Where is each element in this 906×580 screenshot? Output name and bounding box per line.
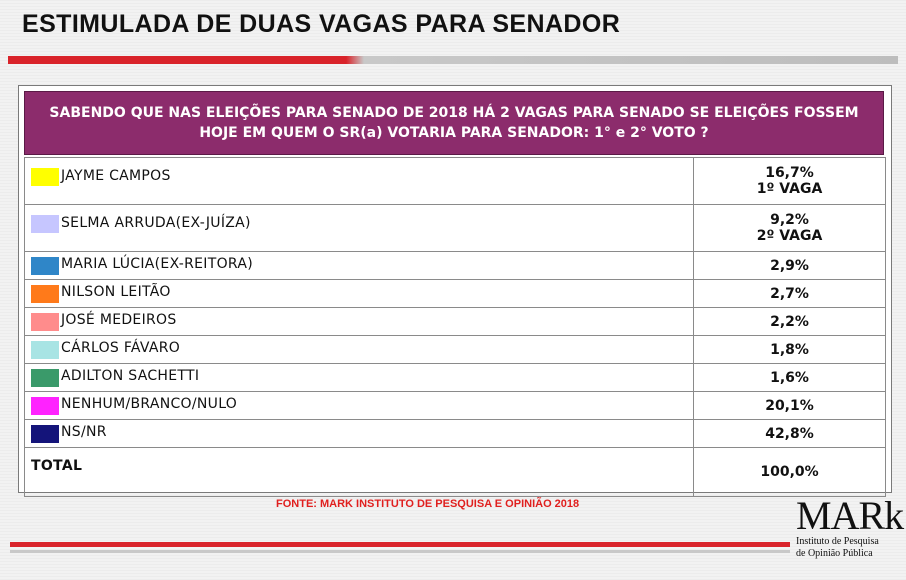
mark-logo bbox=[796, 493, 904, 560]
candidate-name: JOSÉ MEDEIROS bbox=[61, 312, 177, 328]
legend-swatch bbox=[31, 285, 59, 303]
percent-value: 2,9% bbox=[770, 257, 809, 274]
table-row bbox=[25, 336, 886, 364]
candidate-name: NILSON LEITÃO bbox=[61, 284, 171, 300]
legend-swatch bbox=[31, 215, 59, 233]
candidate-cell bbox=[25, 280, 694, 308]
table-row bbox=[25, 364, 886, 392]
percent-value: 20,1% bbox=[765, 397, 814, 414]
seat-note: 1º VAGA bbox=[756, 181, 823, 197]
percent-value: 2,7% bbox=[770, 285, 809, 302]
legend-swatch bbox=[31, 341, 59, 359]
top-divider bbox=[8, 56, 898, 64]
percent-value: 42,8% bbox=[765, 425, 814, 442]
legend-swatch bbox=[31, 313, 59, 331]
candidate-name: NENHUM/BRANCO/NULO bbox=[61, 396, 238, 412]
legend-swatch bbox=[31, 369, 59, 387]
bottom-divider-gray bbox=[10, 550, 790, 553]
percent-value: 16,7% bbox=[765, 165, 814, 181]
table-row bbox=[25, 280, 886, 308]
candidate-cell bbox=[25, 364, 694, 392]
percent-cell bbox=[694, 364, 886, 392]
candidate-cell bbox=[25, 308, 694, 336]
table-row bbox=[25, 252, 886, 280]
percent-value: 1,6% bbox=[770, 369, 809, 386]
candidate-cell bbox=[25, 336, 694, 364]
source-note: FONTE: MARK INSTITUTO DE PESQUISA E OPINIÃO 2018 bbox=[276, 498, 580, 510]
candidate-name: NS/NR bbox=[61, 424, 107, 440]
candidate-name: CÁRLOS FÁVARO bbox=[61, 340, 181, 356]
percent-value: 2,2% bbox=[770, 313, 809, 330]
candidate-name: JAYME CAMPOS bbox=[61, 168, 171, 184]
candidate-name: SELMA ARRUDA(EX-JUÍZA) bbox=[61, 215, 251, 231]
percent-cell bbox=[694, 252, 886, 280]
candidate-cell bbox=[25, 158, 694, 205]
percent-value: 9,2% bbox=[770, 212, 809, 228]
candidate-name: ADILTON SACHETTI bbox=[61, 368, 200, 384]
total-row bbox=[25, 448, 886, 497]
legend-swatch bbox=[31, 168, 59, 186]
legend-swatch bbox=[31, 257, 59, 275]
percent-cell bbox=[694, 158, 886, 205]
percent-cell bbox=[694, 205, 886, 252]
logo-subtitle-2: de Opinião Pública bbox=[796, 548, 873, 559]
candidate-cell bbox=[25, 392, 694, 420]
total-label-cell bbox=[25, 448, 694, 497]
candidate-name: MARIA LÚCIA(EX-REITORA) bbox=[61, 256, 253, 272]
logo-wordmark: MARk bbox=[796, 493, 904, 538]
table-row bbox=[25, 205, 886, 252]
page-title: ESTIMULADA DE DUAS VAGAS PARA SENADOR bbox=[22, 10, 621, 38]
table-row bbox=[25, 420, 886, 448]
question-header: SABENDO QUE NAS ELEIÇÕES PARA SENADO DE 2018 HÁ 2 VAGAS PARA SENADO SE ELEIÇÕES FOSSEM HOJE EM QUEM O SR(a) VOTARIA PARA SENADOR: 1° e 2° VOTO ? bbox=[24, 91, 884, 155]
candidate-cell bbox=[25, 252, 694, 280]
percent-cell bbox=[694, 280, 886, 308]
table-row bbox=[25, 308, 886, 336]
results-panel bbox=[18, 85, 892, 493]
seat-note: 2º VAGA bbox=[756, 228, 823, 244]
bottom-divider bbox=[10, 542, 790, 547]
total-label: TOTAL bbox=[31, 458, 83, 474]
candidate-cell bbox=[25, 205, 694, 252]
candidate-cell bbox=[25, 420, 694, 448]
percent-cell bbox=[694, 392, 886, 420]
logo-subtitle-1: Instituto de Pesquisa bbox=[796, 536, 879, 547]
table-row bbox=[25, 158, 886, 205]
total-value: 100,0% bbox=[694, 448, 886, 497]
table-row bbox=[25, 392, 886, 420]
percent-value: 1,8% bbox=[770, 341, 809, 358]
results-table bbox=[24, 157, 886, 497]
legend-swatch bbox=[31, 397, 59, 415]
percent-cell bbox=[694, 420, 886, 448]
percent-cell bbox=[694, 308, 886, 336]
legend-swatch bbox=[31, 425, 59, 443]
percent-cell bbox=[694, 336, 886, 364]
